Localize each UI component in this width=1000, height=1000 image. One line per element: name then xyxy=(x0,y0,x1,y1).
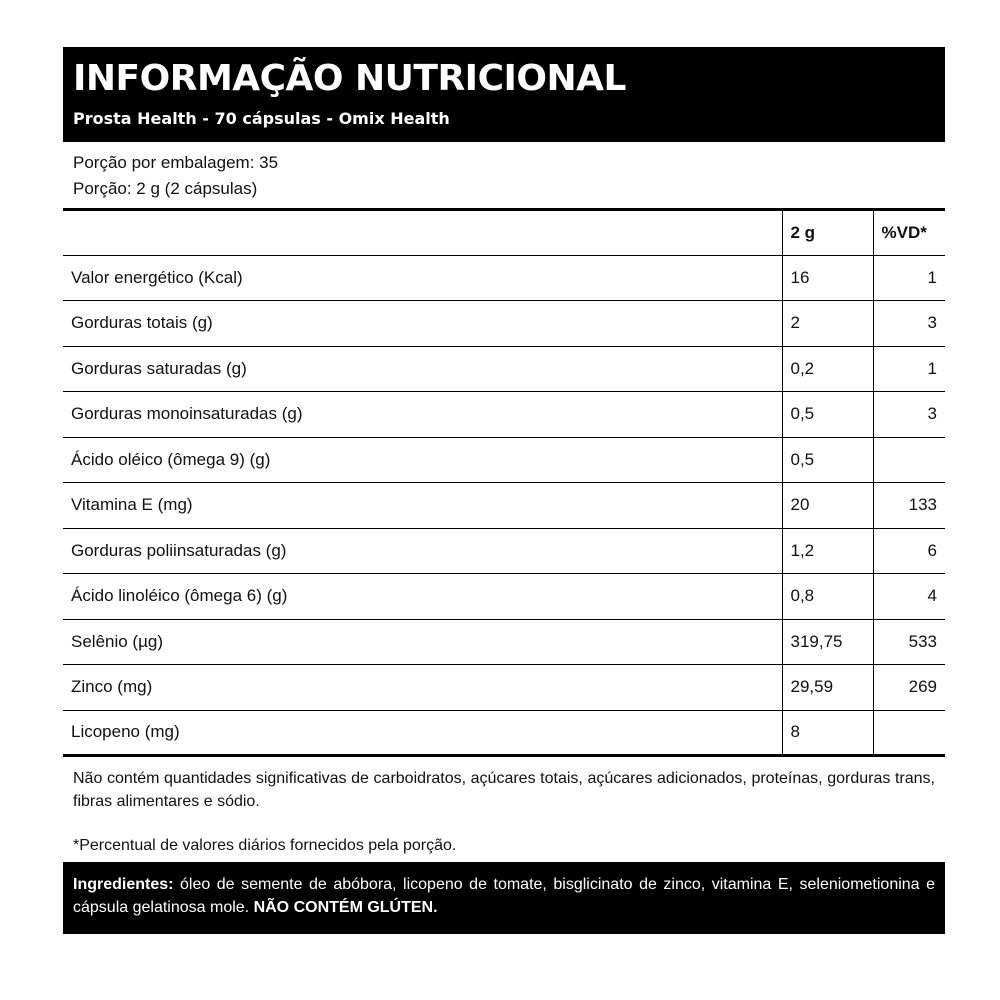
header-nutrient xyxy=(63,210,782,256)
nutrient-name: Gorduras monoinsaturadas (g) xyxy=(63,392,782,438)
table-row xyxy=(63,665,945,711)
table-row xyxy=(63,255,945,301)
nutrient-daily-value: 533 xyxy=(873,619,945,665)
nutrition-facts-label xyxy=(63,47,945,934)
nutrient-name: Licopeno (mg) xyxy=(71,722,180,742)
nutrient-name: Ácido oléico (ômega 9) (g) xyxy=(63,437,782,483)
nutrient-amount: 0,5 xyxy=(782,437,873,483)
portions-per-package: Porção por embalagem: 35 xyxy=(73,153,279,172)
nutrient-amount: 0,2 xyxy=(782,346,873,392)
table-row xyxy=(63,483,945,529)
table-header-row xyxy=(63,210,945,256)
header-daily-value: %VD* xyxy=(873,210,945,256)
not-significant-note: Não contém quantidades significativas de carboidratos, açúcares totais, açúcares adicionados, proteínas, gorduras trans, fibras alimentares e sódio. xyxy=(73,770,935,810)
nutrient-daily-value xyxy=(873,437,945,483)
nutrient-name: Zinco (mg) xyxy=(63,665,782,711)
nutrient-name: Selênio (µg) xyxy=(63,619,782,665)
nutrient-daily-value: 133 xyxy=(873,483,945,529)
nutrient-daily-value: 6 xyxy=(873,528,945,574)
nutrient-amount: 2 xyxy=(782,301,873,347)
table-row xyxy=(63,437,945,483)
nutrient-daily-value: 269 xyxy=(873,665,945,711)
daily-value-footnote: *Percentual de valores diários fornecidos pela porção. xyxy=(73,837,457,854)
table-row xyxy=(63,346,945,392)
nutrient-amount: 0,8 xyxy=(782,574,873,620)
table-row xyxy=(63,710,945,756)
gluten-warning: NÃO CONTÉM GLÚTEN. xyxy=(253,899,438,916)
ingredients-list: óleo de semente de abóbora, licopeno de tomate, bisglicinato de zinco, vitamina E, seleniometionina e cápsula gelatinosa mole. xyxy=(73,876,935,916)
nutrient-amount: 319,75 xyxy=(782,619,873,665)
nutrient-name: Gorduras totais (g) xyxy=(63,301,782,347)
table-row xyxy=(63,301,945,347)
table-row xyxy=(63,619,945,665)
nutrient-amount: 1,2 xyxy=(782,528,873,574)
nutrient-daily-value: 3 xyxy=(873,392,945,438)
nutrient-name: Vitamina E (mg) xyxy=(63,483,782,529)
nutrient-amount: 29,59 xyxy=(782,665,873,711)
table-row xyxy=(63,528,945,574)
nutrient-amount: 16 xyxy=(782,255,873,301)
nutrient-name: Ácido linoléico (ômega 6) (g) xyxy=(63,574,782,620)
label-title: INFORMAÇÃO NUTRICIONAL xyxy=(73,58,626,99)
nutrition-table xyxy=(63,208,945,757)
label-notes xyxy=(63,757,945,862)
nutrient-daily-value: 3 xyxy=(873,301,945,347)
header-amount: 2 g xyxy=(782,210,873,256)
table-row xyxy=(63,392,945,438)
nutrient-name: Gorduras saturadas (g) xyxy=(63,346,782,392)
nutrient-name: Gorduras poliinsaturadas (g) xyxy=(63,528,782,574)
nutrient-daily-value xyxy=(873,710,945,756)
nutrient-daily-value: 4 xyxy=(873,574,945,620)
ingredients-box xyxy=(63,862,945,934)
ingredients-label: Ingredientes: xyxy=(73,876,174,893)
nutrient-daily-value: 1 xyxy=(873,255,945,301)
nutrient-amount: 20 xyxy=(782,483,873,529)
serving-size: Porção: 2 g (2 cápsulas) xyxy=(73,179,258,198)
table-row xyxy=(63,574,945,620)
portion-info xyxy=(63,142,945,208)
nutrient-amount: 8 xyxy=(782,710,873,756)
label-header xyxy=(63,47,945,142)
nutrient-name: Valor energético (Kcal) xyxy=(63,255,782,301)
nutrient-amount: 0,5 xyxy=(782,392,873,438)
product-name: Prosta Health - 70 cápsulas - Omix Health xyxy=(73,109,450,128)
nutrient-daily-value: 1 xyxy=(873,346,945,392)
